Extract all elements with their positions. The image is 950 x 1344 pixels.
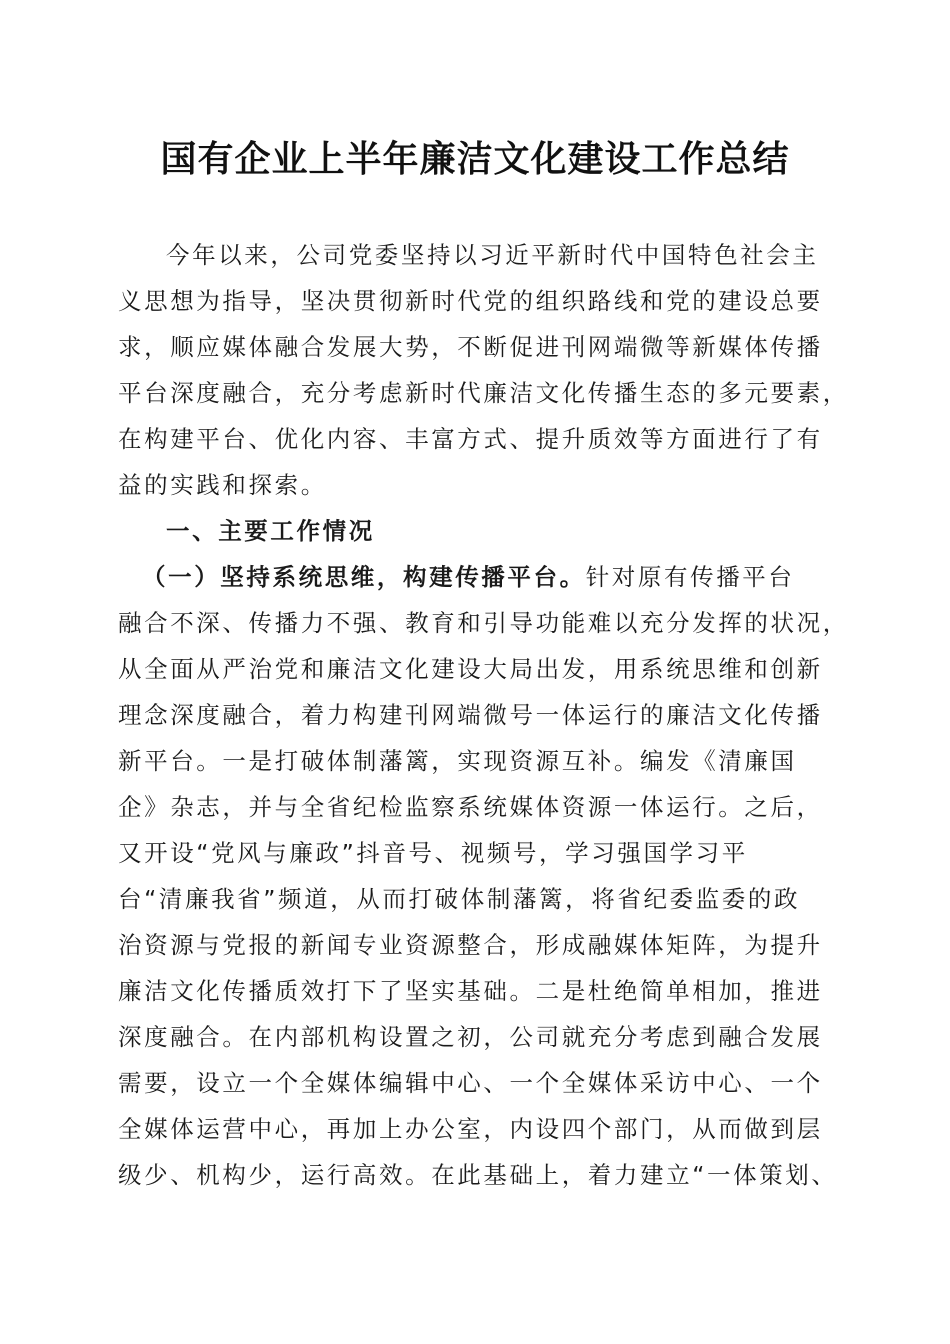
paragraph-line: 从全面从严治党和廉洁文化建设大局出发，用系统思维和创新 xyxy=(118,655,823,683)
paragraph-text: 针对原有传播平台 xyxy=(585,563,795,591)
document-title: 国有企业上半年廉洁文化建设工作总结 xyxy=(160,138,790,180)
document-body xyxy=(118,232,849,1198)
section-heading: 一、主要工作情况 xyxy=(166,517,375,545)
paragraph-line: 深度融合。在内部机构设置之初，公司就充分考虑到融合发展 xyxy=(118,1023,823,1051)
paragraph-line: 台“清廉我省”频道，从而打破体制藩篱，将省纪委监委的政 xyxy=(118,885,801,913)
paragraph-line: 平台深度融合，充分考虑新时代廉洁文化传播生态的多元要素， xyxy=(118,379,849,407)
paragraph-line xyxy=(118,554,838,600)
paragraph-line: 廉洁文化传播质效打下了坚实基础。二是杜绝简单相加，推进 xyxy=(118,977,823,1005)
paragraph-line: 级少、机构少，运行高效。在此基础上，着力建立“一体策划、 xyxy=(118,1161,838,1189)
paragraph-line: 在构建平台、优化内容、丰富方式、提升质效等方面进行了有 xyxy=(118,425,823,453)
paragraph-line: 理念深度融合，着力构建刊网端微号一体运行的廉洁文化传播 xyxy=(118,701,823,729)
paragraph-line: 益的实践和探索。 xyxy=(118,471,327,499)
subsection-heading: （一）坚持系统思维，构建传播平台。 xyxy=(142,563,586,591)
paragraph-line: 融合不深、传播力不强、教育和引导功能难以充分发挥的状况， xyxy=(118,609,849,637)
paragraph-line: 需要，设立一个全媒体编辑中心、一个全媒体采访中心、一个 xyxy=(118,1069,823,1097)
paragraph-line: 新平台。一是打破体制藩篱，实现资源互补。编发《清廉国 xyxy=(118,747,797,775)
paragraph-line: 治资源与党报的新闻专业资源整合，形成融媒体矩阵，为提升 xyxy=(118,931,823,959)
paragraph-line: 又开设“党风与廉政”抖音号、视频号，学习强国学习平 xyxy=(118,839,748,867)
paragraph-line: 全媒体运营中心，再加上办公室，内设四个部门，从而做到层 xyxy=(118,1115,823,1143)
paragraph-line: 求，顺应媒体融合发展大势，不断促进刊网端微等新媒体传播 xyxy=(118,333,823,361)
paragraph-line: 企》杂志，并与全省纪检监察系统媒体资源一体运行。之后， xyxy=(118,793,823,821)
paragraph-line: 义思想为指导，坚决贯彻新时代党的组织路线和党的建设总要 xyxy=(118,287,823,315)
paragraph-line: 今年以来，公司党委坚持以习近平新时代中国特色社会主 xyxy=(166,241,819,269)
